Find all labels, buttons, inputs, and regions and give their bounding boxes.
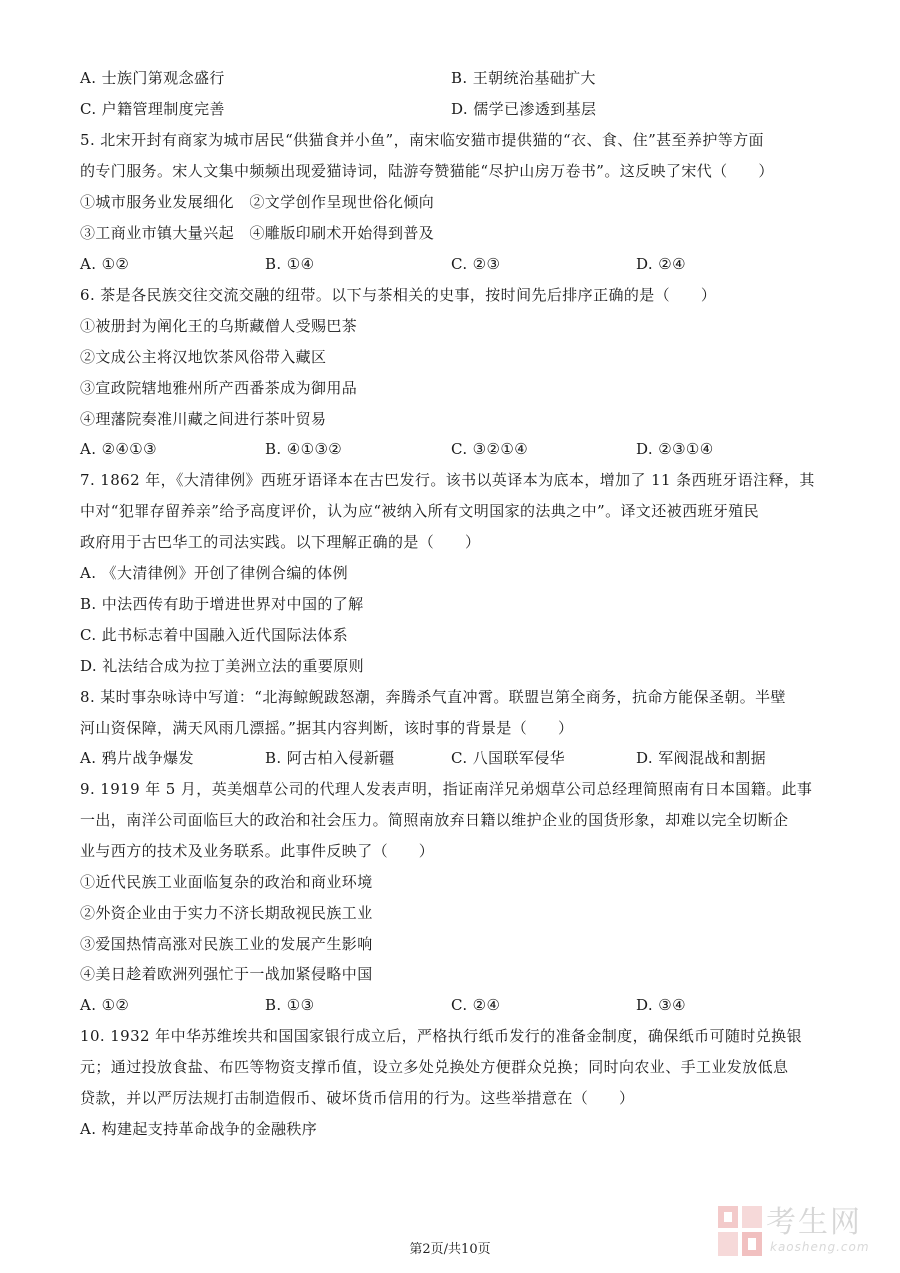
q8-option-c: C. 八国联军侵华 (451, 749, 566, 767)
q6-item-4: ④理藩院奏准川藏之间进行茶叶贸易 (80, 410, 327, 428)
q5-option-b: B. ①④ (265, 255, 315, 273)
q10-stem-line2: 元；通过投放食盐、布匹等物资支撑币值，设立多处兑换处方便群众兑换；同时向农业、手工业发放低息 (80, 1058, 789, 1076)
q9-item-3: ③爱国热情高涨对民族工业的发展产生影响 (80, 935, 373, 953)
q8-stem-line2: 河山资保障，满天风雨几漂摇。”据其内容判断，该时事的背景是（ ） (80, 719, 574, 737)
q8-stem-line1: 8. 某时事杂咏诗中写道：“北海鲸鲵跋怒潮，奔腾杀气直冲霄。联盟岂第全商务，抗命方能保圣朝。半壁 (80, 688, 786, 706)
q8-option-d: D. 军阀混战和割据 (636, 749, 767, 767)
q9-stem-line2: 一出，南洋公司面临巨大的政治和社会压力。简照南放弃日籍以维护企业的国货形象，却难以完全切断企 (80, 811, 789, 829)
q9-option-d: D. ③④ (636, 996, 686, 1014)
q4-option-c: C. 户籍管理制度完善 (80, 100, 225, 118)
q7-option-c: C. 此书标志着中国融入近代国际法体系 (80, 626, 349, 644)
q6-stem: 6. 茶是各民族交往交流交融的纽带。以下与茶相关的史事，按时间先后排序正确的是（ ） (80, 286, 717, 304)
q10-stem-line1: 10. 1932 年中华苏维埃共和国国家银行成立后，严格执行纸币发行的准备金制度，确保纸币可随时兑换银 (80, 1027, 802, 1045)
q7-stem-line1: 7. 1862 年，《大清律例》西班牙语译本在古巴发行。该书以英译本为底本，增加了 11 条西班牙语注释，其 (80, 471, 815, 489)
q5-items-3-4: ③工商业市镇大量兴起 ④雕版印刷术开始得到普及 (80, 224, 435, 242)
q5-option-a: A. ①② (80, 255, 130, 273)
q5-stem-line2: 的专门服务。宋人文集中频频出现爱猫诗词，陆游夸赞猫能“尽护山房万卷书”。这反映了宋代（ ） (80, 162, 774, 180)
q7-option-a: A. 《大清律例》开创了律例合编的体例 (80, 564, 348, 582)
q6-item-2: ②文成公主将汉地饮茶风俗带入藏区 (80, 348, 327, 366)
q6-option-a: A. ②④①③ (80, 440, 157, 458)
q7-option-b: B. 中法西传有助于增进世界对中国的了解 (80, 595, 364, 613)
q5-option-d: D. ②④ (636, 255, 686, 273)
q7-stem-line3: 政府用于古巴华工的司法实践。以下理解正确的是（ ） (80, 533, 481, 551)
q6-option-b: B. ④①③② (265, 440, 343, 458)
q4-option-b: B. 王朝统治基础扩大 (451, 69, 596, 87)
q9-item-1: ①近代民族工业面临复杂的政治和商业环境 (80, 873, 373, 891)
q8-option-a: A. 鸦片战争爆发 (80, 749, 194, 767)
q6-item-3: ③宣政院辖地雅州所产西番茶成为御用品 (80, 379, 358, 397)
watermark-url: kaosheng.com (770, 1240, 870, 1254)
q7-option-d: D. 礼法结合成为拉丁美洲立法的重要原则 (80, 657, 365, 675)
q4-option-d: D. 儒学已渗透到基层 (451, 100, 597, 118)
q9-item-4: ④美日趁着欧洲列强忙于一战加紧侵略中国 (80, 965, 373, 983)
page-number: 第2页/共10页 (409, 1242, 491, 1257)
q5-option-c: C. ②③ (451, 255, 501, 273)
q6-option-d: D. ②③①④ (636, 440, 714, 458)
q9-item-2: ②外资企业由于实力不济长期敌视民族工业 (80, 904, 373, 922)
q10-stem-line3: 贷款，并以严厉法规打击制造假币、破坏货币信用的行为。这些举措意在（ ） (80, 1089, 635, 1107)
q8-option-b: B. 阿古柏入侵新疆 (265, 749, 395, 767)
q5-items-1-2: ①城市服务业发展细化 ②文学创作呈现世俗化倾向 (80, 193, 435, 211)
q9-option-b: B. ①③ (265, 996, 315, 1014)
q6-item-1: ①被册封为阐化王的乌斯藏僧人受赐巴茶 (80, 317, 358, 335)
q9-stem-line1: 9. 1919 年 5 月，英美烟草公司的代理人发表声明，指证南洋兄弟烟草公司总经理简照南有日本国籍。此事 (80, 780, 813, 798)
q9-option-c: C. ②④ (451, 996, 501, 1014)
q6-option-c: C. ③②①④ (451, 440, 529, 458)
watermark-text: 考生网 (766, 1205, 862, 1240)
q4-option-a: A. 士族门第观念盛行 (80, 69, 225, 87)
q5-stem-line1: 5. 北宋开封有商家为城市居民“供猫食并小鱼”，南宋临安猫市提供猫的“衣、食、住”甚至养护等方面 (80, 131, 764, 149)
q10-option-a: A. 构建起支持革命战争的金融秩序 (80, 1120, 318, 1138)
q7-stem-line2: 中对“犯罪存留养亲”给予高度评价，认为应“被纳入所有文明国家的法典之中”。译文还被西班牙殖民 (80, 502, 760, 520)
q9-stem-line3: 业与西方的技术及业务联系。此事件反映了（ ） (80, 842, 435, 860)
q9-option-a: A. ①② (80, 996, 130, 1014)
